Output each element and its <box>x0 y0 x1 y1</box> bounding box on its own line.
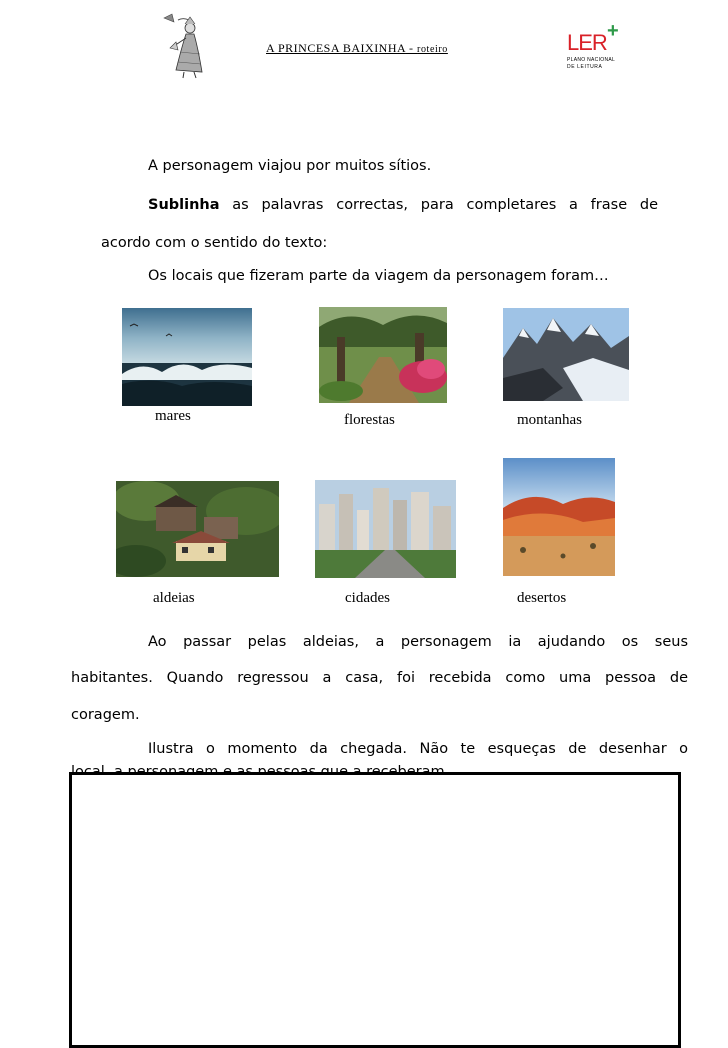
sea-photo <box>122 308 252 406</box>
village-photo <box>116 481 279 577</box>
caption-florestas: florestas <box>344 412 395 428</box>
forest-photo <box>319 307 447 403</box>
ler-logo-text: LER <box>567 30 607 55</box>
title-sub: roteiro <box>417 44 448 55</box>
ler-logo-line2: DE LEITURA <box>567 64 603 70</box>
ler-logo-plus: + <box>607 20 619 42</box>
desert-photo <box>503 458 615 576</box>
title-main: A PRINCESA BAIXINHA <box>266 41 406 55</box>
prompt-line: Os locais que fizeram parte da viagem da personagem foram… <box>148 268 609 284</box>
drawing-box[interactable] <box>69 772 681 1048</box>
princess-illustration <box>150 12 220 80</box>
caption-desertos: desertos <box>517 590 567 606</box>
caption-aldeias: aldeias <box>153 590 195 606</box>
instruction-bold: Sublinha <box>148 197 220 213</box>
caption-mares: mares <box>155 408 191 424</box>
ler-logo-line1: PLANO NACIONAL <box>567 57 616 63</box>
ler-logo <box>567 20 627 72</box>
instruction-line <box>148 195 658 215</box>
paragraph-line-3: coragem. <box>71 707 140 723</box>
paragraph-line-1: Ao passar pelas aldeias, a personagem ia ajudando os seus <box>148 634 688 650</box>
instruction-rest: as palavras correctas, para completares a frase de <box>219 197 658 213</box>
document-title <box>266 41 448 56</box>
city-photo <box>315 480 456 578</box>
illustrate-line-1: Ilustra o momento da chegada. Não te esqueças de desenhar o <box>148 741 688 757</box>
paragraph-line-2: habitantes. Quando regressou a casa, foi recebida como uma pessoa de <box>71 670 688 686</box>
caption-cidades: cidades <box>345 590 390 606</box>
instruction-continuation: acordo com o sentido do texto: <box>101 235 328 251</box>
intro-line: A personagem viajou por muitos sítios. <box>148 158 432 174</box>
title-dash: - <box>405 41 418 55</box>
mountains-photo <box>503 308 629 401</box>
caption-montanhas: montanhas <box>517 412 582 428</box>
